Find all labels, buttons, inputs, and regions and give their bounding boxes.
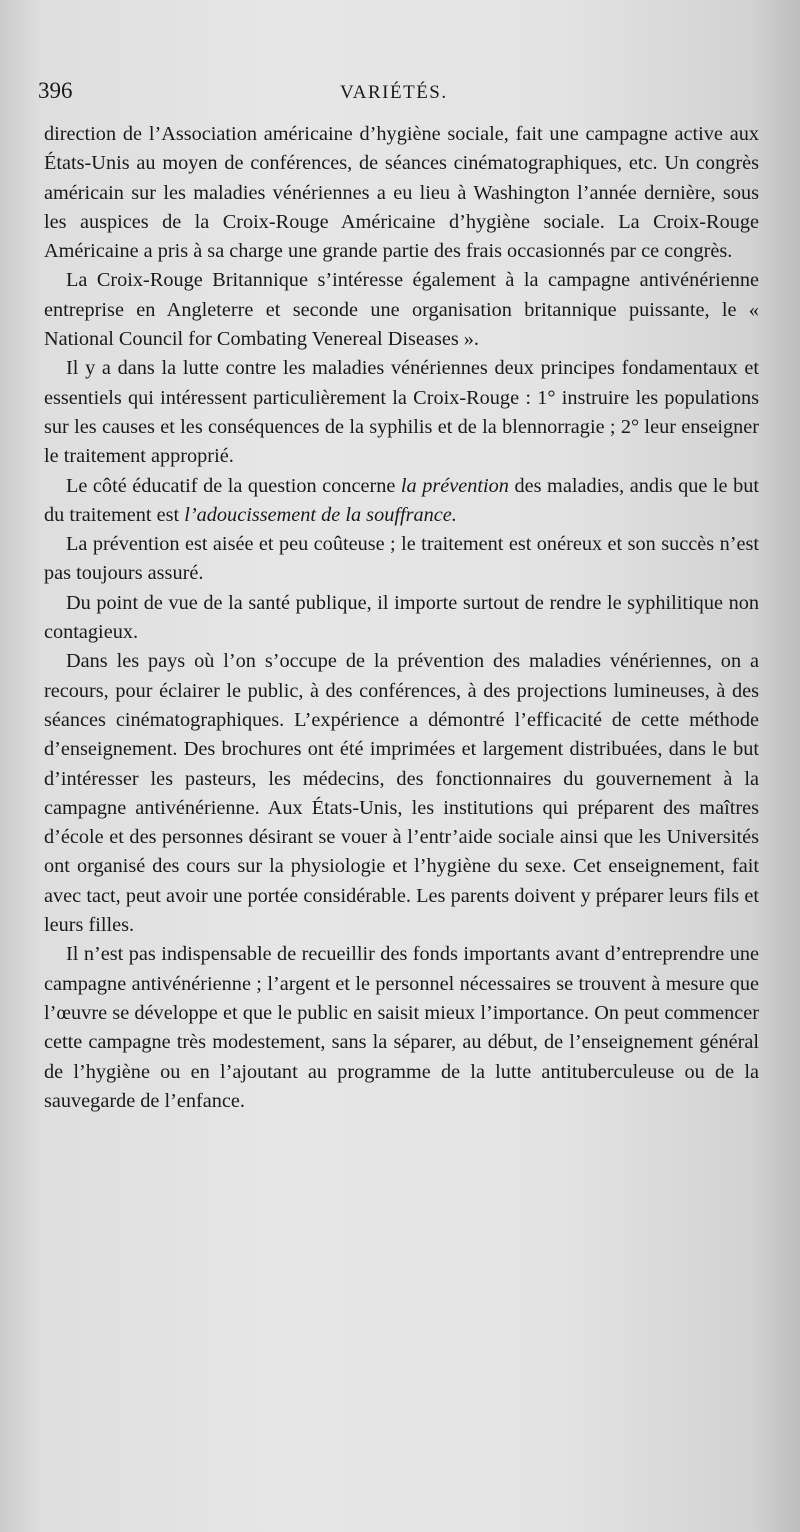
- paragraph-6: Du point de vue de la santé publique, il importe surtout de rendre le syphilitique non contagieux.: [44, 591, 759, 644]
- paragraph-7: Dans les pays où l’on s’occupe de la prévention des maladies vénériennes, on a recours, pour éclairer le public, à des conférences, à des projections lumineuses, à des séances cinématographiques. L’expérience a démontré l’efficacité de cette méthode d’enseignement. Des brochures ont été imprimées et largement distribuées, dans le but d’intéresser les pasteurs, les médecins, des fonctionnaires du gouvernement à la campagne antivénérienne. Aux États-Unis, les institutions qui préparent des maîtres d’école et des personnes désirant se vouer à l’entr’aide sociale ainsi que les Universités ont organisé des cours sur la physiologie et l’hygiène du sexe. Cet enseignement, fait avec tact, peut avoir une portée considérable. Les parents doivent y préparer leurs fils et leurs filles.: [44, 650, 759, 937]
- paragraph-4-text-a: Le côté éducatif de la question concerne: [66, 474, 401, 497]
- paragraph-8: Il n’est pas indispensable de recueillir des fonds importants avant d’entreprendre une campagne antivénérienne ; l’argent et le personnel nécessaires se trouvent à mesure que l’œuvre se développe et que le public en saisit mieux l’importance. On peut commencer cette campagne très modestement, sans la séparer, au début, de l’enseignement général de l’hygiène ou en l’ajoutant au programme de la lutte antituberculeuse ou de la sauvegarde de l’enfance.: [44, 943, 759, 1112]
- paragraph-2: La Croix-Rouge Britannique s’intéresse également à la campagne antivénérienne entreprise en Angleterre et seconde une organisation britannique puissante, le « National Council for Combating Venereal Diseases ».: [44, 269, 759, 351]
- paragraph-4: [44, 472, 759, 531]
- running-title: VARIÉTÉS.: [340, 82, 448, 103]
- running-head: [38, 78, 752, 110]
- body-text: [44, 120, 759, 1116]
- paragraph-1: direction de l’Association américaine d’hygiène sociale, fait une campagne active aux États-Unis au moyen de conférences, de séances cinématographiques, etc. Un congrès américain sur les maladies vénériennes a eu lieu à Washington l’année dernière, sous les auspices de la Croix-Rouge Américaine d’hygiène sociale. La Croix-Rouge Américaine a pris à sa charge une grande partie des frais occasionnés par ce congrès.: [44, 123, 759, 263]
- italic-adoucissement: l’adoucissement de la souffrance.: [184, 503, 457, 526]
- paragraph-3: Il y a dans la lutte contre les maladies vénériennes deux principes fondamentaux et essentiels qui intéressent particulièrement la Croix-Rouge : 1° instruire les populations sur les causes et les conséquences de la syphilis et de la blennorragie ; 2° leur enseigner le traitement approprié.: [44, 357, 759, 468]
- paragraph-4-text-b: des maladies, andis que le but du traitement est: [44, 474, 759, 526]
- page-number: 396: [38, 78, 73, 103]
- italic-la-prevention: la prévention: [400, 474, 509, 497]
- paragraph-5: La prévention est aisée et peu coûteuse ; le traitement est onéreux et son succès n’est pas toujours assuré.: [44, 533, 759, 585]
